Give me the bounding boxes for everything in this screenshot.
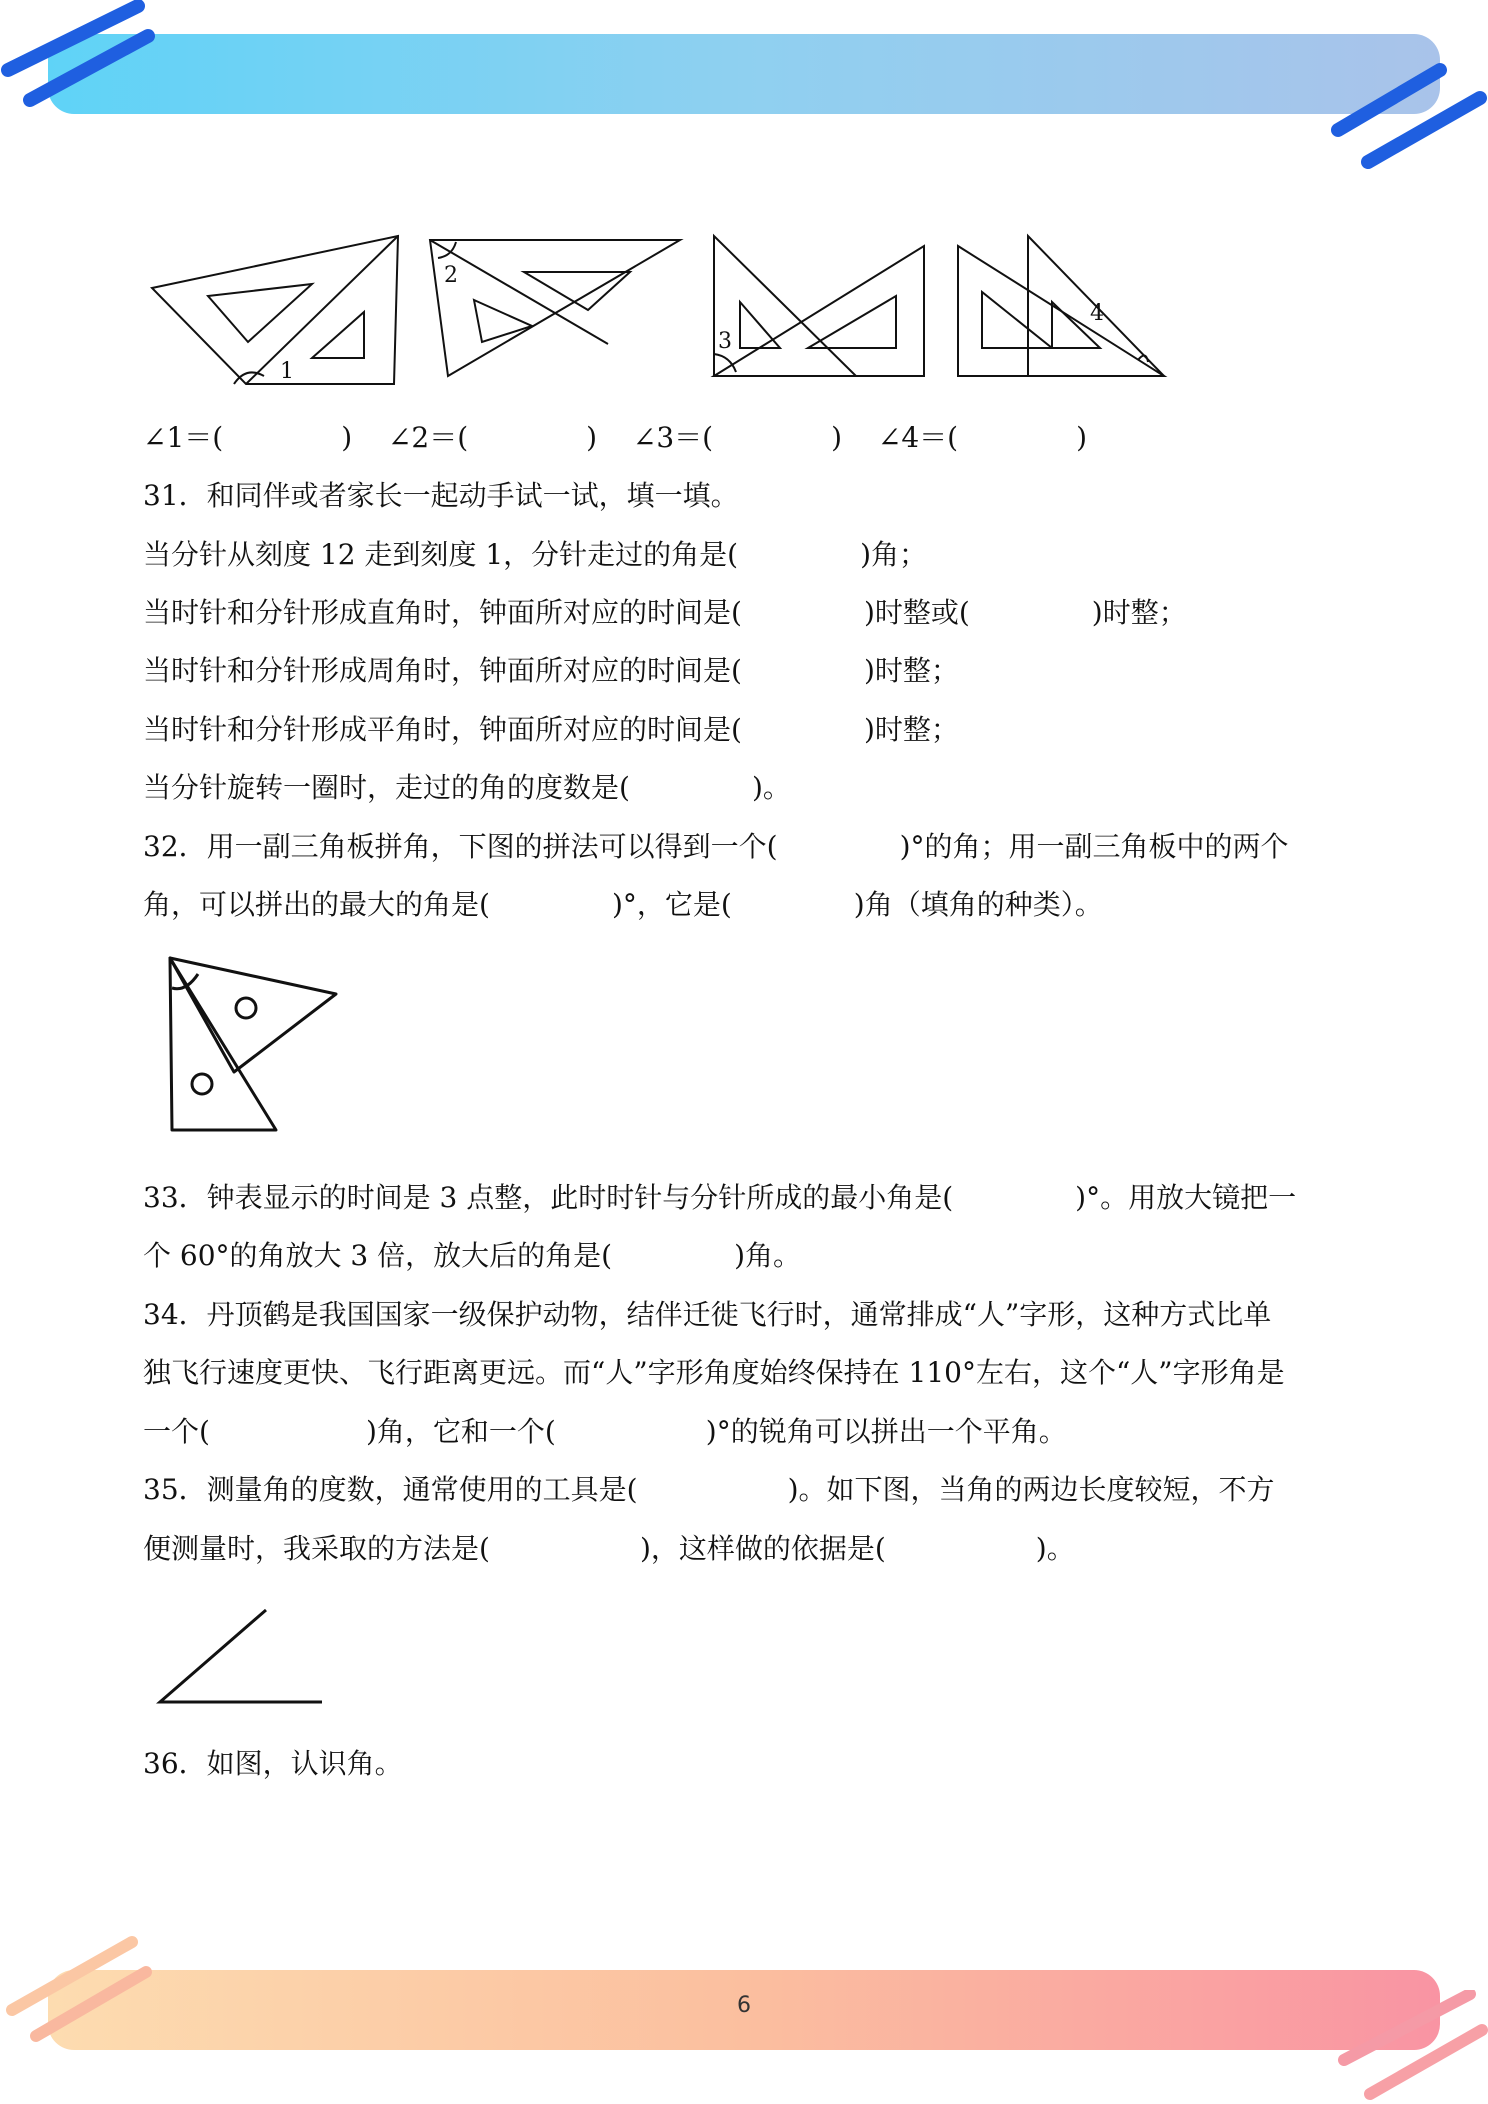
set-square-angles-figure [148,232,1178,392]
angle-label-1: 1 [280,359,294,384]
q33-line-2: 个 60°的角放大 3 倍，放大后的角是( )角。 [143,1239,802,1272]
angle-answer-row: ∠1＝( ) ∠2＝( ) ∠3＝( ) ∠4＝( ) [143,421,1087,454]
q34-line-3: 一个( )角，它和一个( )°的锐角可以拼出一个平角。 [143,1415,1067,1448]
q35-line-1: 35．测量角的度数，通常使用的工具是( )。如下图，当角的两边长度较短，不方 [143,1473,1275,1506]
q36-title: 36．如图，认识角。 [143,1747,403,1780]
header-stripes-left-icon [0,0,160,120]
angle-label-4: 4 [1090,301,1104,326]
page-number: 6 [737,1993,751,2018]
figure-angle-4 [958,236,1164,376]
q33-line-1: 33．钟表显示的时间是 3 点整，此时时针与分针所成的最小角是( )°。用放大镜把一 [143,1181,1297,1214]
q31-line-1: 当分针从刻度 12 走到刻度 1，分针走过的角是( )角； [143,538,928,571]
angle-label-2: 2 [444,263,458,288]
q31-line-5: 当分针旋转一圈时，走过的角的度数是( )。 [143,771,791,804]
q35-line-2: 便测量时，我采取的方法是( )，这样做的依据是( )。 [143,1532,1075,1565]
q32-line-1: 32．用一副三角板拼角，下图的拼法可以得到一个( )°的角；用一副三角板中的两个 [143,830,1289,863]
q32-line-2: 角，可以拼出的最大的角是( )°，它是( )角（填角的种类）。 [143,888,1103,921]
q31-line-3: 当时针和分针形成周角时，钟面所对应的时间是( )时整； [143,654,959,687]
header-stripes-right-icon [1320,50,1488,180]
q31-line-4: 当时针和分针形成平角时，钟面所对应的时间是( )时整； [143,713,959,746]
small-angle-figure [150,1604,330,1708]
q31-line-2: 当时针和分针形成直角时，钟面所对应的时间是( )时整或( )时整； [143,596,1187,629]
q34-line-2: 独飞行速度更快、飞行距离更远。而“人”字形角度始终保持在 110°左右，这个“人”字形角是 [143,1356,1285,1389]
figure-angle-2 [430,240,680,376]
angle-label-3: 3 [718,329,732,354]
combined-set-squares-figure [160,952,350,1134]
figure-angle-1 [152,236,398,384]
q34-line-1: 34．丹顶鹤是我国国家一级保护动物，结伴迁徙飞行时，通常排成“人”字形，这种方式比单 [143,1298,1272,1331]
footer-stripes-left-icon [0,1930,160,2050]
q31-title: 31．和同伴或者家长一起动手试一试，填一填。 [143,479,739,512]
figure-angle-3 [714,236,924,376]
header-banner [48,34,1440,114]
